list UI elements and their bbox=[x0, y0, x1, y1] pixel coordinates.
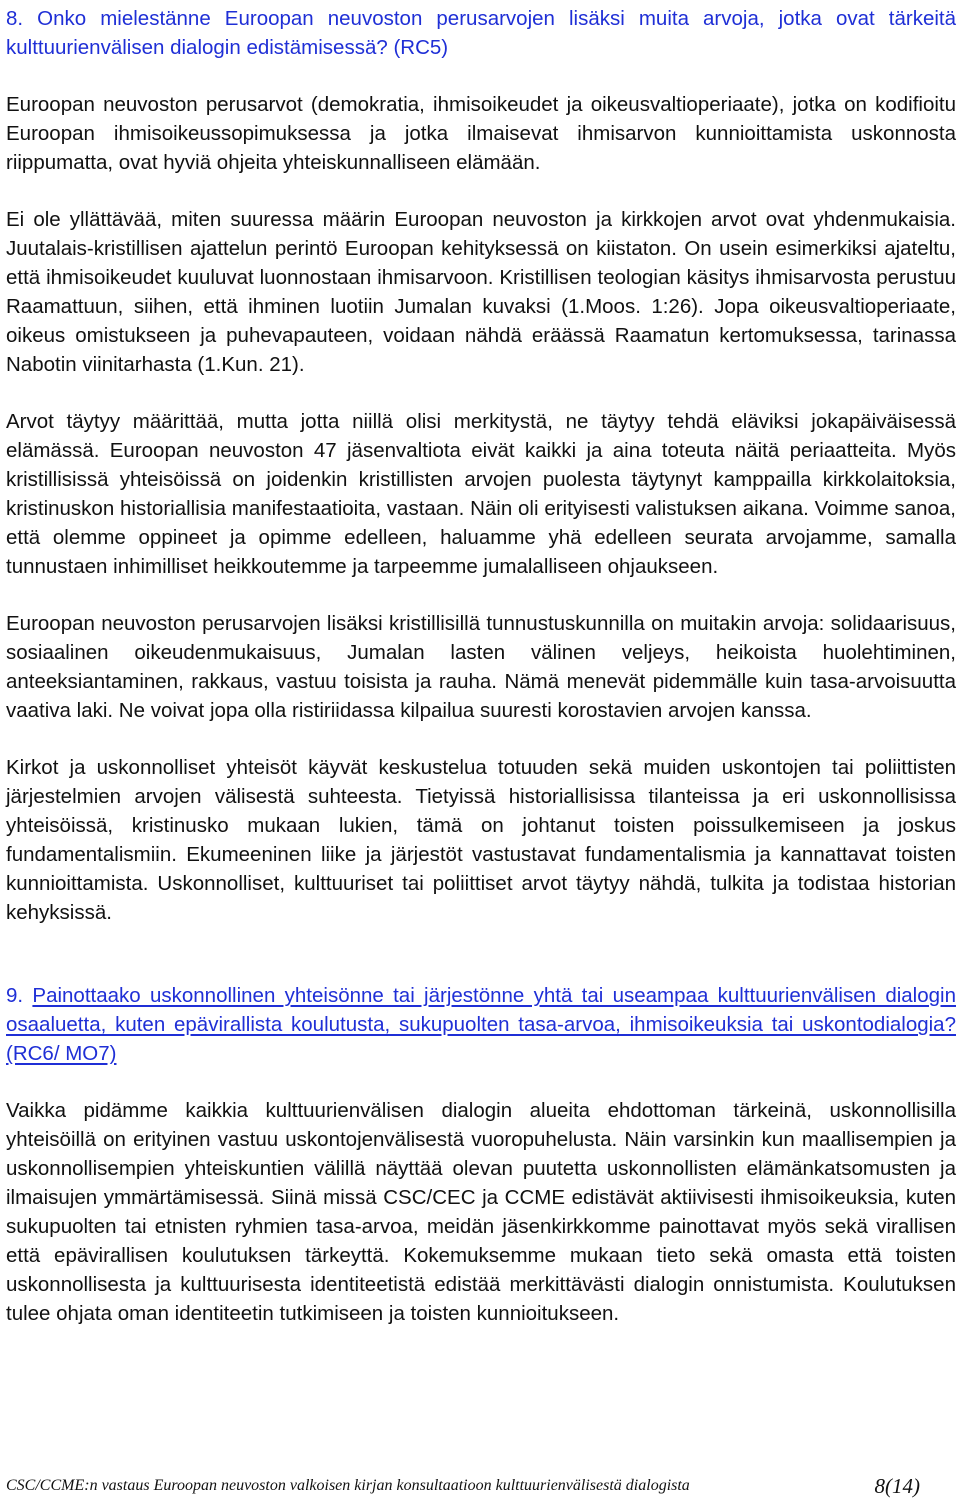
question-9-number: 9. bbox=[6, 984, 24, 1007]
q8-paragraph-5: Kirkot ja uskonnolliset yhteisöt käyvät keskustelua totuuden sekä muiden uskontojen tai poliittisten järjestelmien arvojen välisestä suhteesta. Tietyissä historiallisissa tilanteissa ja eri uskonnollisissa yhteisöissä, kristinusko mukaan lukien, tämä on johtanut toisten poissulkemiseen ja joskus fundamentalismiin. Ekumeeninen liike ja järjestöt vastustavat fundamentalismia ja kannattavat toisten kunnioittamista. Uskonnolliset, kulttuuriset tai poliittiset arvot täytyy nähdä, tulkita ja todistaa historian kehyksissä. bbox=[6, 756, 956, 924]
question-9-heading bbox=[6, 981, 956, 1068]
q8-paragraph-4: Euroopan neuvoston perusarvojen lisäksi kristillisillä tunnustuskunnilla on muitakin arvoja: solidaarisuus, sosiaalinen oikeudenmukaisuus, Jumalan lasten välinen veljeys, heikoista huolehtiminen, anteeksiantaminen, rakkaus, vastuu toisista ja rauha. Nämä menevät pidemmälle kuin tasa-arvoisuutta vaativa laki. Ne voivat jopa olla ristiriidassa kilpailua suuresti korostavien arvojen kanssa. bbox=[6, 612, 956, 722]
q8-paragraph-3: Arvot täytyy määrittää, mutta jotta niillä olisi merkitystä, ne täytyy tehdä eläviksi jokapäiväisessä elämässä. Euroopan neuvoston 47 jäsenvaltiota eivät kaikki ja aina toteuta näitä periaatteita. Myös kristillisissä yhteisöissä on joidenkin kristillisten arvojen puolesta täytynyt kamppailla kirkkolaitoksia, kristinuskon historiallisia manifestaatioita, vastaan. Näin oli erityisesti valistuksen aikana. Voimme sanoa, että olemme oppineet ja opimme edelleen, haluamme yhä edelleen seurata arvojamme, samalla tunnustaen inhimilliset heikkoutemme ja tarpeemme jumalalliseen ohjaukseen. bbox=[6, 410, 956, 578]
q9-paragraph-1: Vaikka pidämme kaikkia kulttuurienvälisen dialogin alueita ehdottoman tärkeinä, uskonnollisilla yhteisöillä on erityinen vastuu uskontojenvälisestä vuoropuhelusta. Näin varsinkin kun maallisempien ja uskonnollisempien yhteiskuntien välillä näyttää olevan puutetta uskonnollisten elämänkatsomusten ja ilmaisujen ymmärtämisessä. Siinä missä CSC/CEC ja CCME edistävät aktiivisesti ihmisoikeuksia, kuten sukupuolten tai etnisten ryhmien tasa-arvoa, meidän jäsenkirkkomme painottavat myös sekä virallisen että epävirallisen koulutuksen tärkeyttä. Kokemuksemme mukaan tieto sekä omasta että toisten uskonnollisesta ja kulttuurisesta identiteetistä edistää merkittävästi dialogin onnistumista. Koulutuksen tulee ohjata oman identiteetin tutkimiseen ja toisten kunnioitukseen. bbox=[6, 1099, 956, 1325]
page-footer bbox=[6, 1474, 956, 1498]
question-9-text: Painottaako uskonnollinen yhteisönne tai järjestönne yhtä tai useampaa kulttuurienvälisen dialogin osaaluetta, kuten epävirallista koulutusta, sukupuolten tasa-arvoa, ihmisoikeuksia tai uskontodialogia? (RC6/ MO7) bbox=[6, 984, 956, 1065]
q8-paragraph-2: Ei ole yllättävää, miten suuressa määrin Euroopan neuvoston ja kirkkojen arvot ovat yhdenmukaisia. Juutalais-kristillisen ajattelun perintö Euroopan kehityksessä on kiistaton. On usein esimerkiksi ajateltu, että ihmisoikeudet kuuluvat luonnostaan ihmisarvoon. Kristillisen teologian käsitys ihmisarvosta perustuu Raamattuun, siihen, että ihminen luotiin Jumalan kuvaksi (1.Moos. 1:26). Jopa oikeusvaltioperiaate, oikeus omistukseen ja puhevapauteen, voidaan nähdä eräässä Raamatun kertomuksessa, tarinassa Nabotin viinitarhasta (1.Kun. 21). bbox=[6, 208, 956, 376]
footer-document-title: CSC/CCME:n vastaus Euroopan neuvoston valkoisen kirjan konsultaatioon kulttuurienvälisestä dialogista bbox=[6, 1477, 690, 1494]
document-page bbox=[6, 0, 956, 1328]
q8-paragraph-1: Euroopan neuvoston perusarvot (demokratia, ihmisoikeudet ja oikeusvaltioperiaate), jotka on kodifioitu Euroopan ihmisoikeussopimuksessa ja jotka ilmaisevat ihmisarvon kunnioittamista uskonnosta riippumatta, ovat hyviä ohjeita yhteiskunnalliseen elämään. bbox=[6, 93, 956, 174]
footer-page-number: 8(14) bbox=[874, 1474, 920, 1498]
question-8-heading: 8. Onko mielestänne Euroopan neuvoston perusarvojen lisäksi muita arvoja, jotka ovat tärkeitä kulttuurienvälisen dialogin edistämisessä? (RC5) bbox=[6, 7, 956, 59]
